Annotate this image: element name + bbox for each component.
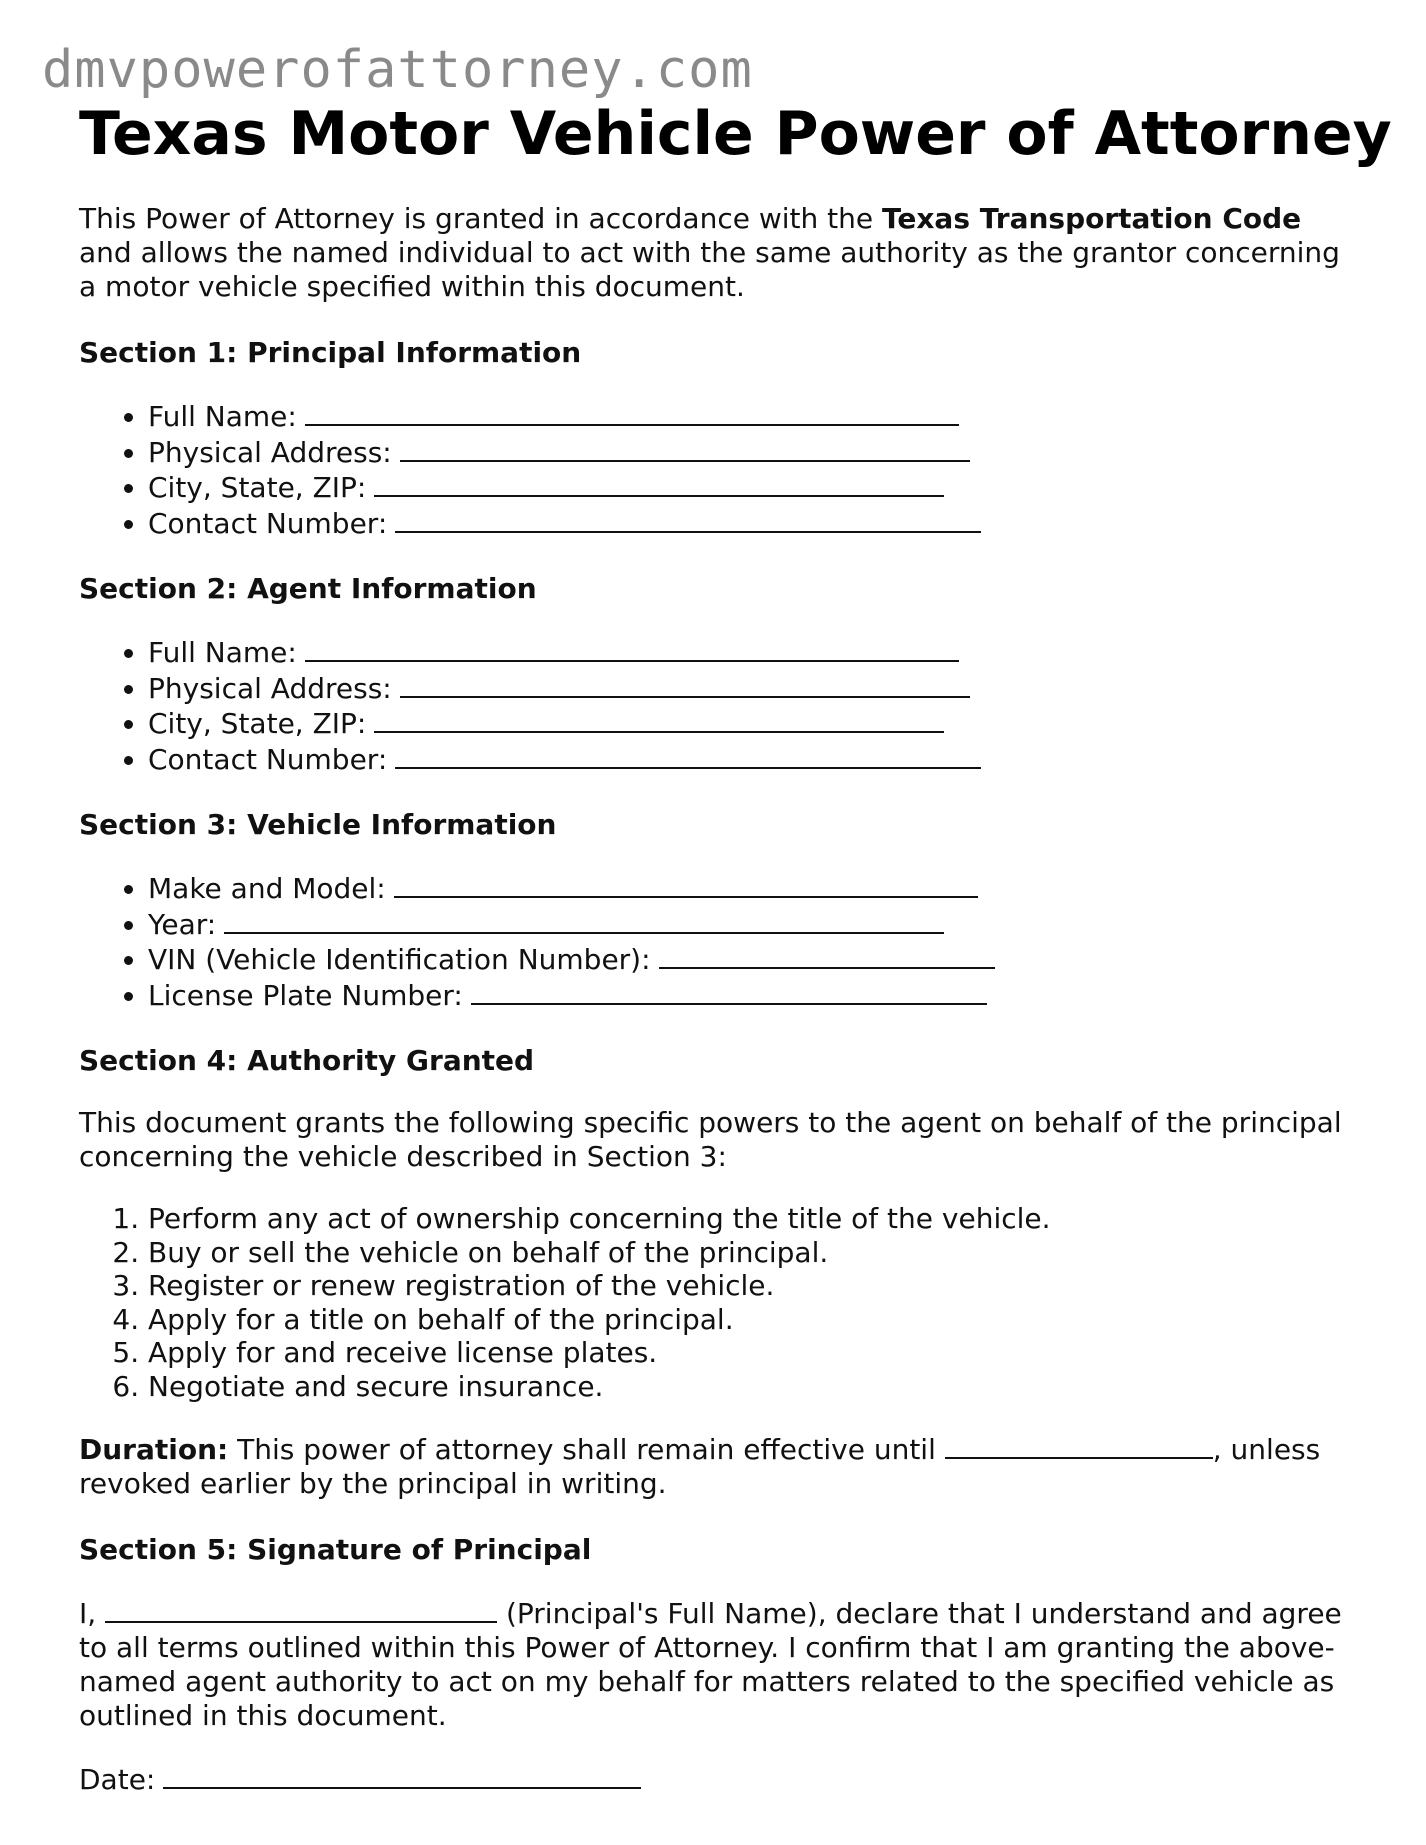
authority-description: This document grants the following specific powers to the agent on behalf of the principal concerning the vehicle described in Section 3:: [79, 1106, 1342, 1173]
field-label: Make and Model:: [148, 872, 386, 905]
power-item: 3. Register or renew registration of the vehicle.: [148, 1269, 1359, 1303]
section1-heading: Section 1: Principal Information: [79, 336, 582, 369]
document-title: Texas Motor Vehicle Power of Attorney: [79, 99, 1392, 169]
vehicle-year-field: [148, 906, 1359, 942]
power-item: 5. Apply for and receive license plates.: [148, 1336, 1359, 1370]
agent-city-field: [148, 705, 1359, 741]
duration-text-before: This power of attorney shall remain effective until: [228, 1433, 945, 1466]
principal-address-field: [148, 434, 1359, 470]
field-label: Physical Address:: [148, 671, 392, 705]
vehicle-plate-blank[interactable]: [471, 977, 987, 1005]
duration-date-blank[interactable]: [945, 1431, 1213, 1459]
principal-full-name-field: [148, 398, 1359, 434]
power-item: 4. Apply for a title on behalf of the principal.: [148, 1303, 1359, 1337]
agent-fields-list: [79, 634, 1359, 776]
principal-name-blank[interactable]: [105, 1595, 497, 1623]
power-item: 6. Negotiate and secure insurance.: [148, 1370, 1359, 1404]
field-label: License Plate Number:: [148, 978, 463, 1012]
power-item: 2. Buy or sell the vehicle on behalf of the principal.: [148, 1236, 1359, 1270]
field-label: Full Name:: [148, 400, 297, 433]
field-label: Contact Number:: [148, 506, 388, 540]
intro-paragraph: [79, 202, 1359, 304]
section4-heading: Section 4: Authority Granted: [79, 1044, 535, 1077]
vehicle-make-model-blank[interactable]: [394, 870, 978, 898]
duration-paragraph: [79, 1431, 1359, 1501]
intro-suffix: and allows the named individual to act with the same authority as the grantor concerning a motor vehicle specified within this document.: [79, 236, 1340, 303]
document-page: [79, 98, 1392, 1797]
field-label: Full Name:: [148, 636, 297, 669]
principal-contact-blank[interactable]: [395, 505, 981, 533]
power-item: 1. Perform any act of ownership concerning the title of the vehicle.: [148, 1202, 1359, 1236]
date-line: [79, 1761, 1359, 1797]
principal-city-field: [148, 469, 1359, 505]
watermark: dmvpowerofattorney.com: [42, 40, 753, 100]
vehicle-vin-blank[interactable]: [659, 941, 995, 969]
declaration-paragraph: [79, 1595, 1359, 1733]
powers-list: [79, 1202, 1359, 1403]
agent-full-name-blank[interactable]: [305, 634, 959, 662]
agent-contact-blank[interactable]: [395, 741, 981, 769]
agent-address-field: [148, 670, 1359, 706]
date-label: Date:: [79, 1763, 156, 1796]
field-label: City, State, ZIP:: [148, 471, 367, 504]
vehicle-fields-list: [79, 870, 1359, 1012]
field-label: Year:: [148, 907, 217, 941]
intro-bold: Texas Transportation Code: [882, 202, 1302, 235]
principal-city-blank[interactable]: [374, 469, 944, 497]
principal-address-blank[interactable]: [400, 434, 970, 462]
field-label: Contact Number:: [148, 742, 388, 776]
principal-full-name-blank[interactable]: [305, 398, 959, 426]
field-label: VIN (Vehicle Identification Number):: [148, 943, 651, 976]
principal-fields-list: [79, 398, 1359, 540]
vehicle-make-model-field: [148, 870, 1359, 906]
vehicle-plate-field: [148, 977, 1359, 1013]
declaration-suffix: (Principal's Full Name), declare that I understand and agree to all terms outlined within this Power of Attorney. I confirm that I am granting the above-named agent authority to act on my behalf for matters related to the specified vehicle as outlined in this document.: [79, 1597, 1342, 1732]
section2-heading: Section 2: Agent Information: [79, 572, 537, 605]
field-label: City, State, ZIP:: [148, 707, 367, 740]
duration-text-after: , unless revoked earlier by the principal in writing.: [79, 1433, 1321, 1500]
section5-heading: Section 5: Signature of Principal: [79, 1533, 592, 1566]
vehicle-year-blank[interactable]: [224, 906, 944, 934]
agent-contact-field: [148, 741, 1359, 777]
declaration-prefix: I,: [79, 1597, 106, 1630]
principal-contact-field: [148, 505, 1359, 541]
section3-heading: Section 3: Vehicle Information: [79, 808, 557, 841]
field-label: Physical Address:: [148, 435, 392, 469]
intro-prefix: This Power of Attorney is granted in accordance with the: [79, 202, 882, 235]
signature-date-blank[interactable]: [163, 1761, 641, 1789]
agent-full-name-field: [148, 634, 1359, 670]
vehicle-vin-field: [148, 941, 1359, 977]
duration-label: Duration:: [79, 1433, 229, 1466]
agent-city-blank[interactable]: [374, 705, 944, 733]
agent-address-blank[interactable]: [400, 670, 970, 698]
